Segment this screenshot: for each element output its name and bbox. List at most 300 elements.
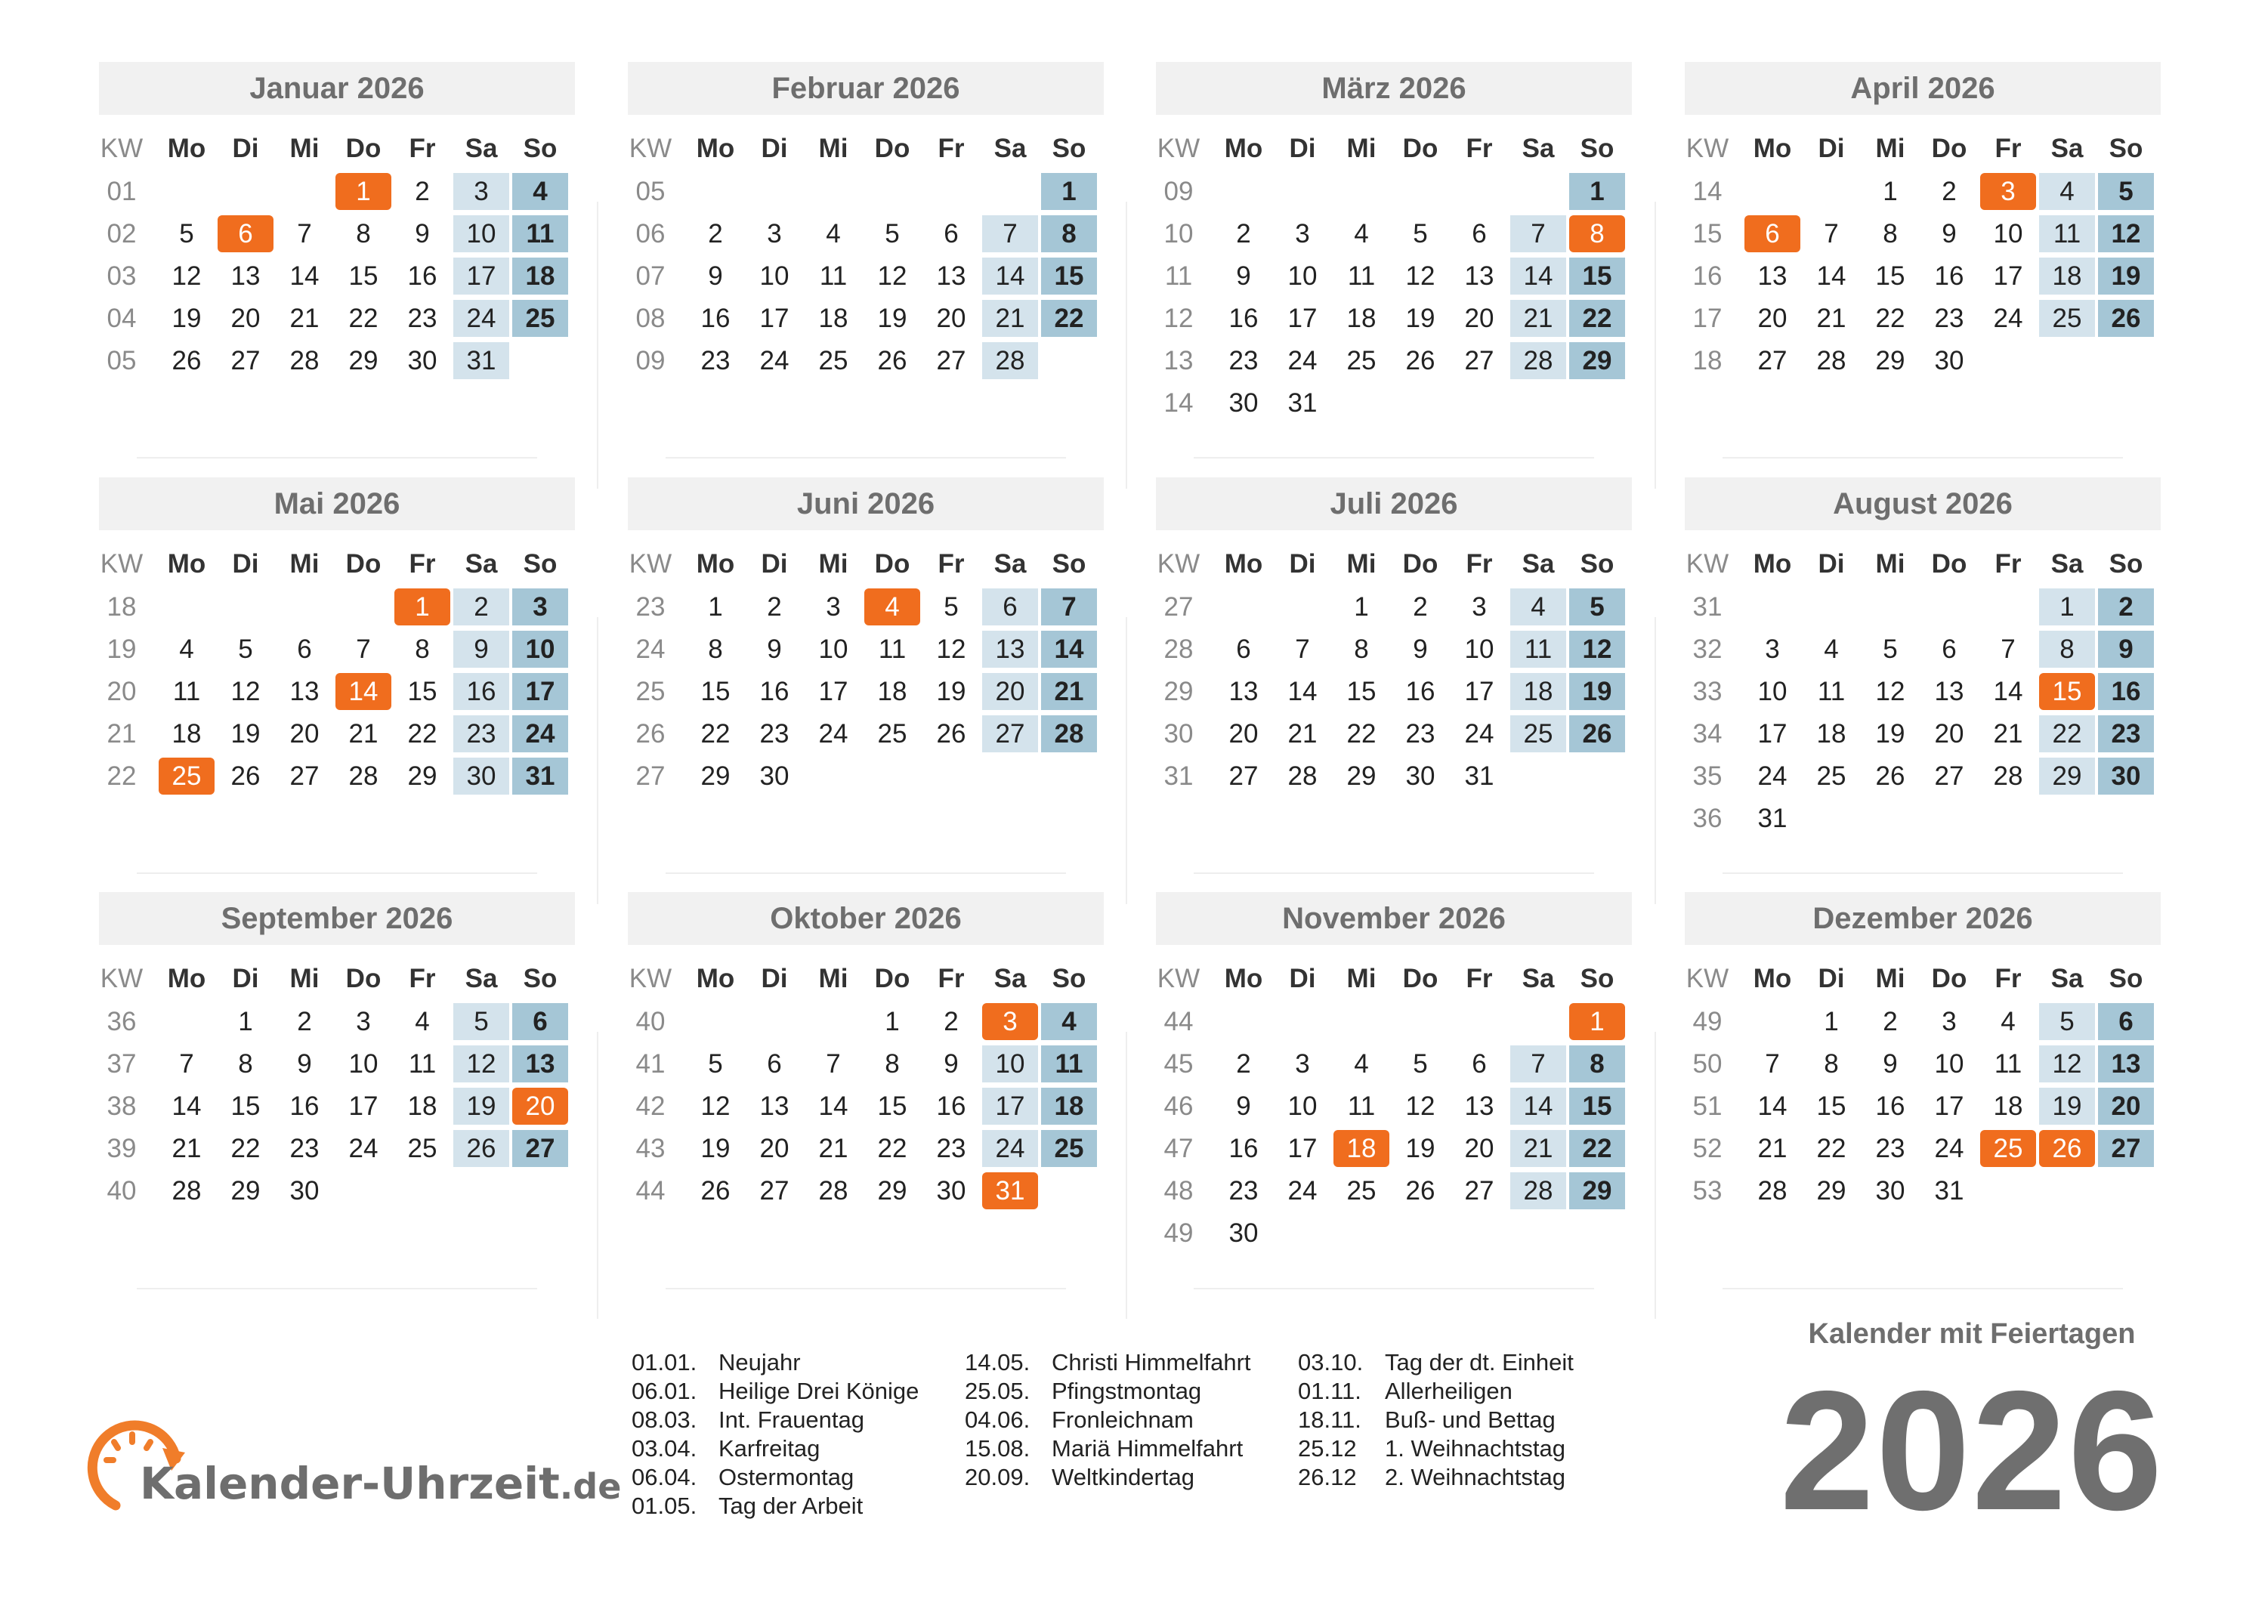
day-cell-saturday: 13 — [982, 631, 1038, 668]
holiday-row — [1298, 1406, 1630, 1434]
day-cell-saturday: 6 — [982, 588, 1038, 625]
logo-name: Kalender-Uhrzeit — [140, 1458, 560, 1509]
day-cell: 25 — [407, 1134, 437, 1163]
week-number: 22 — [107, 761, 137, 791]
day-cell: 31 — [1287, 388, 1318, 418]
month-title: Mai 2026 — [99, 477, 575, 530]
week-number: 35 — [1692, 761, 1723, 791]
day-cell-saturday: 25 — [1510, 715, 1566, 752]
day-cell-holiday: 1 — [1569, 1003, 1625, 1040]
holiday-name: Heilige Drei Könige — [718, 1378, 919, 1404]
week-number: 16 — [1692, 261, 1723, 291]
day-cell: 3 — [356, 1007, 371, 1036]
day-cell: 13 — [1464, 261, 1494, 291]
month-block — [628, 892, 1104, 1263]
weekday-header: Sa — [465, 964, 498, 993]
week-number: 44 — [635, 1176, 666, 1206]
day-cell: 19 — [700, 1134, 731, 1163]
month-days-grid — [99, 530, 575, 848]
day-cell: 15 — [700, 677, 731, 706]
day-cell-sunday: 27 — [2098, 1130, 2154, 1167]
holiday-row — [632, 1406, 964, 1434]
holiday-date: 06.01. — [632, 1378, 697, 1404]
day-cell: 7 — [356, 634, 371, 664]
day-cell: 2 — [1883, 1007, 1898, 1036]
day-cell-sunday: 11 — [512, 215, 568, 252]
column-divider — [1126, 617, 1127, 904]
weekday-header: Di — [232, 549, 259, 579]
day-cell-holiday: 25 — [159, 758, 215, 795]
weekday-header: Fr — [1466, 549, 1493, 579]
day-cell: 26 — [171, 346, 202, 375]
kw-header: KW — [100, 549, 144, 579]
day-cell-holiday: 1 — [335, 173, 391, 210]
week-number: 45 — [1163, 1049, 1194, 1079]
week-number: 23 — [635, 592, 666, 622]
row-divider — [666, 872, 1066, 874]
day-cell-saturday: 27 — [982, 715, 1038, 752]
week-number: 33 — [1692, 677, 1723, 706]
day-cell-sunday: 24 — [512, 715, 568, 752]
row-divider — [666, 457, 1066, 458]
weekday-header: Mo — [1224, 134, 1263, 163]
weekday-header: Mo — [167, 964, 206, 993]
month-block — [99, 892, 575, 1263]
week-number: 36 — [1692, 804, 1723, 833]
weekday-header: Fr — [1995, 964, 2022, 993]
day-cell: 17 — [348, 1091, 379, 1121]
week-number: 27 — [635, 761, 666, 791]
day-cell: 16 — [1228, 1134, 1259, 1163]
day-cell-saturday: 19 — [453, 1088, 509, 1125]
week-number: 17 — [1692, 304, 1723, 333]
day-cell: 21 — [1287, 719, 1318, 749]
holiday-row — [632, 1492, 964, 1521]
day-cell-saturday: 30 — [453, 758, 509, 795]
day-cell: 31 — [1464, 761, 1494, 791]
day-cell: 27 — [1228, 761, 1259, 791]
month-title: Dezember 2026 — [1685, 892, 2161, 945]
day-cell: 13 — [759, 1091, 789, 1121]
day-cell: 10 — [1934, 1049, 1964, 1079]
day-cell: 29 — [700, 761, 731, 791]
day-cell: 11 — [172, 677, 201, 706]
column-divider — [1126, 1032, 1127, 1319]
week-number: 18 — [107, 592, 137, 622]
day-cell: 18 — [1993, 1091, 2023, 1121]
day-cell: 15 — [1346, 677, 1377, 706]
weekday-header: Mi — [289, 549, 320, 579]
week-number: 04 — [107, 304, 137, 333]
day-cell: 21 — [348, 719, 379, 749]
day-cell-saturday: 18 — [2039, 258, 2095, 295]
weekday-header: Sa — [465, 549, 498, 579]
day-cell: 26 — [700, 1176, 731, 1206]
weekday-header: Mi — [1875, 964, 1905, 993]
day-cell-saturday: 31 — [453, 342, 509, 379]
weekday-header: Mi — [1346, 964, 1377, 993]
weekday-header: Do — [1931, 549, 1967, 579]
day-cell-holiday: 4 — [864, 588, 920, 625]
day-cell-saturday: 25 — [2039, 300, 2095, 337]
week-number: 36 — [107, 1007, 137, 1036]
holiday-name: Karfreitag — [718, 1435, 820, 1462]
logo-text — [140, 1458, 621, 1509]
holiday-row — [1298, 1463, 1630, 1492]
day-cell: 8 — [1883, 219, 1898, 249]
day-cell-holiday: 15 — [2039, 673, 2095, 710]
day-cell: 6 — [1472, 1049, 1487, 1079]
day-cell: 24 — [1287, 1176, 1318, 1206]
day-cell: 1 — [708, 592, 723, 622]
weekday-header: So — [1580, 964, 1614, 993]
brand-logo[interactable] — [87, 1420, 622, 1526]
day-cell: 4 — [2001, 1007, 2016, 1036]
day-cell: 15 — [1875, 261, 1905, 291]
weekday-header: Mi — [1875, 549, 1905, 579]
day-cell: 10 — [1464, 634, 1494, 664]
week-number: 21 — [107, 719, 137, 749]
day-cell: 28 — [1816, 346, 1846, 375]
week-number: 28 — [1163, 634, 1194, 664]
holiday-date: 25.05. — [965, 1378, 1030, 1404]
day-cell-sunday: 3 — [512, 588, 568, 625]
day-cell: 6 — [1472, 219, 1487, 249]
day-cell: 20 — [1464, 304, 1494, 333]
month-title: Februar 2026 — [628, 62, 1104, 115]
weekday-header: So — [2109, 134, 2143, 163]
week-number: 14 — [1692, 177, 1723, 206]
day-cell: 6 — [944, 219, 959, 249]
day-cell: 19 — [171, 304, 202, 333]
day-cell: 21 — [289, 304, 320, 333]
day-cell: 10 — [1993, 219, 2023, 249]
weekday-header: Mi — [818, 549, 848, 579]
month-block — [1156, 892, 1632, 1263]
day-cell: 3 — [1472, 592, 1487, 622]
week-number: 52 — [1692, 1134, 1723, 1163]
day-cell-saturday: 9 — [453, 631, 509, 668]
day-cell-sunday: 25 — [512, 300, 568, 337]
day-cell: 1 — [1883, 177, 1898, 206]
weekday-header: Do — [1402, 549, 1438, 579]
day-cell: 13 — [230, 261, 261, 291]
day-cell: 4 — [179, 634, 194, 664]
day-cell-sunday: 6 — [2098, 1003, 2154, 1040]
day-cell: 12 — [700, 1091, 731, 1121]
day-cell: 5 — [238, 634, 253, 664]
week-number: 51 — [1692, 1091, 1723, 1121]
day-cell: 12 — [1875, 677, 1905, 706]
weekday-header: Sa — [1522, 964, 1555, 993]
weekday-header: Mi — [818, 964, 848, 993]
month-block — [1685, 62, 2161, 433]
week-number: 48 — [1163, 1176, 1194, 1206]
day-cell: 16 — [1934, 261, 1964, 291]
day-cell: 2 — [708, 219, 723, 249]
week-number: 18 — [1692, 346, 1723, 375]
holiday-name: Ostermontag — [718, 1464, 854, 1490]
day-cell-saturday: 10 — [453, 215, 509, 252]
day-cell: 9 — [1413, 634, 1428, 664]
week-number: 43 — [635, 1134, 666, 1163]
day-cell-holiday: 31 — [982, 1172, 1038, 1209]
kw-header: KW — [100, 134, 144, 163]
kw-header: KW — [1686, 964, 1729, 993]
week-number: 08 — [635, 304, 666, 333]
day-cell-saturday: 29 — [2039, 758, 2095, 795]
day-cell: 4 — [826, 219, 841, 249]
day-cell: 30 — [1228, 388, 1259, 418]
day-cell: 5 — [944, 592, 959, 622]
weekday-header: Do — [345, 964, 382, 993]
weekday-header: So — [1052, 964, 1086, 993]
day-cell: 30 — [759, 761, 789, 791]
day-cell: 14 — [171, 1091, 202, 1121]
weekday-header: So — [2109, 964, 2143, 993]
weekday-header: Di — [761, 549, 788, 579]
day-cell-sunday: 10 — [512, 631, 568, 668]
day-cell: 2 — [415, 177, 430, 206]
day-cell: 17 — [818, 677, 848, 706]
day-cell-sunday: 11 — [1041, 1045, 1097, 1082]
day-cell: 22 — [700, 719, 731, 749]
week-number: 27 — [1163, 592, 1194, 622]
weekday-header: Fr — [1466, 964, 1493, 993]
day-cell: 15 — [348, 261, 379, 291]
day-cell-sunday: 31 — [512, 758, 568, 795]
day-cell: 23 — [1228, 1176, 1259, 1206]
day-cell-saturday: 3 — [453, 173, 509, 210]
day-cell: 16 — [407, 261, 437, 291]
day-cell: 29 — [1816, 1176, 1846, 1206]
day-cell-saturday: 7 — [1510, 215, 1566, 252]
day-cell: 13 — [1464, 1091, 1494, 1121]
weekday-header: Mi — [818, 134, 848, 163]
day-cell-saturday: 11 — [2039, 215, 2095, 252]
day-cell: 5 — [885, 219, 900, 249]
holiday-name: Buß- und Bettag — [1385, 1406, 1556, 1433]
day-cell-sunday: 12 — [1569, 631, 1625, 668]
day-cell: 25 — [1346, 1176, 1377, 1206]
day-cell: 20 — [289, 719, 320, 749]
month-title: September 2026 — [99, 892, 575, 945]
month-days-grid — [628, 945, 1104, 1263]
holiday-name: Tag der dt. Einheit — [1385, 1349, 1574, 1375]
day-cell: 19 — [1405, 1134, 1435, 1163]
day-cell: 8 — [238, 1049, 253, 1079]
day-cell: 12 — [230, 677, 261, 706]
day-cell: 12 — [1405, 1091, 1435, 1121]
week-number: 12 — [1163, 304, 1194, 333]
day-cell: 3 — [1765, 634, 1780, 664]
weekday-header: Mi — [1346, 549, 1377, 579]
day-cell: 5 — [1413, 1049, 1428, 1079]
day-cell: 28 — [348, 761, 379, 791]
day-cell: 31 — [1934, 1176, 1964, 1206]
week-number: 41 — [635, 1049, 666, 1079]
column-divider — [1126, 202, 1127, 489]
day-cell: 24 — [1287, 346, 1318, 375]
day-cell: 12 — [936, 634, 966, 664]
day-cell: 2 — [1413, 592, 1428, 622]
week-number: 09 — [1163, 177, 1194, 206]
day-cell: 30 — [1228, 1218, 1259, 1248]
day-cell: 14 — [818, 1091, 848, 1121]
day-cell: 18 — [877, 677, 907, 706]
day-cell: 24 — [1993, 304, 2023, 333]
weekday-header: Di — [232, 964, 259, 993]
row-divider — [137, 1288, 537, 1289]
day-cell-saturday: 1 — [2039, 588, 2095, 625]
holiday-date: 15.08. — [965, 1435, 1030, 1462]
day-cell: 6 — [1236, 634, 1251, 664]
holiday-date: 08.03. — [632, 1406, 697, 1433]
day-cell-sunday: 18 — [1041, 1088, 1097, 1125]
day-cell: 21 — [1816, 304, 1846, 333]
holiday-name: Allerheiligen — [1385, 1378, 1513, 1404]
day-cell: 5 — [708, 1049, 723, 1079]
day-cell: 21 — [1757, 1134, 1788, 1163]
weekday-header: Mo — [1753, 134, 1792, 163]
day-cell: 5 — [1883, 634, 1898, 664]
day-cell: 7 — [1824, 219, 1839, 249]
row-divider — [137, 872, 537, 874]
day-cell: 2 — [1236, 219, 1251, 249]
day-cell: 20 — [1228, 719, 1259, 749]
day-cell: 5 — [179, 219, 194, 249]
day-cell: 24 — [1464, 719, 1494, 749]
day-cell: 11 — [878, 634, 907, 664]
day-cell-saturday: 18 — [1510, 673, 1566, 710]
day-cell: 22 — [407, 719, 437, 749]
day-cell-holiday: 26 — [2039, 1130, 2095, 1167]
week-number: 37 — [107, 1049, 137, 1079]
day-cell: 29 — [407, 761, 437, 791]
day-cell: 16 — [1228, 304, 1259, 333]
day-cell: 14 — [1993, 677, 2023, 706]
month-days-grid — [1156, 945, 1632, 1263]
day-cell: 3 — [767, 219, 782, 249]
holiday-name: Fronleichnam — [1052, 1406, 1194, 1433]
kw-header: KW — [100, 964, 144, 993]
weekday-header: Mo — [696, 964, 735, 993]
weekday-header: Mi — [289, 134, 320, 163]
week-number: 49 — [1163, 1218, 1194, 1248]
weekday-header: Sa — [2050, 549, 2084, 579]
weekday-header: Fr — [938, 134, 965, 163]
day-cell: 17 — [1287, 1134, 1318, 1163]
week-number: 07 — [635, 261, 666, 291]
day-cell: 10 — [348, 1049, 379, 1079]
kw-header: KW — [629, 134, 672, 163]
week-number: 11 — [1164, 261, 1193, 291]
day-cell: 22 — [877, 1134, 907, 1163]
month-title: November 2026 — [1156, 892, 1632, 945]
row-divider — [1194, 872, 1594, 874]
day-cell: 3 — [1942, 1007, 1957, 1036]
holiday-name: Pfingstmontag — [1052, 1378, 1202, 1404]
weekday-header: Sa — [993, 549, 1027, 579]
holiday-date: 20.09. — [965, 1464, 1030, 1490]
row-divider — [1723, 872, 2123, 874]
day-cell: 28 — [289, 346, 320, 375]
day-cell-saturday: 24 — [982, 1130, 1038, 1167]
weekday-header: Do — [1931, 134, 1967, 163]
day-cell: 17 — [759, 304, 789, 333]
day-cell: 8 — [415, 634, 430, 664]
week-number: 06 — [635, 219, 666, 249]
day-cell-saturday: 22 — [2039, 715, 2095, 752]
month-block — [1156, 62, 1632, 433]
weekday-header: Mo — [1753, 549, 1792, 579]
day-cell: 11 — [819, 261, 848, 291]
day-cell: 23 — [1228, 346, 1259, 375]
holiday-row — [965, 1377, 1297, 1406]
month-title: Juli 2026 — [1156, 477, 1632, 530]
day-cell-saturday: 14 — [982, 258, 1038, 295]
holiday-date: 04.06. — [965, 1406, 1030, 1433]
holiday-date: 03.10. — [1298, 1349, 1364, 1375]
weekday-header: Sa — [993, 964, 1027, 993]
day-cell: 12 — [171, 261, 202, 291]
month-block — [628, 62, 1104, 433]
row-divider — [1723, 457, 2123, 458]
week-number: 26 — [635, 719, 666, 749]
weekday-header: Mi — [289, 964, 320, 993]
holiday-row — [965, 1406, 1297, 1434]
day-cell: 20 — [1464, 1134, 1494, 1163]
day-cell-sunday: 8 — [1041, 215, 1097, 252]
day-cell: 9 — [1236, 1091, 1251, 1121]
month-block — [628, 477, 1104, 848]
weekday-header: Mo — [167, 549, 206, 579]
day-cell: 14 — [1287, 677, 1318, 706]
day-cell-saturday: 12 — [2039, 1045, 2095, 1082]
week-number: 53 — [1692, 1176, 1723, 1206]
day-cell: 10 — [759, 261, 789, 291]
week-number: 47 — [1163, 1134, 1194, 1163]
day-cell: 27 — [289, 761, 320, 791]
day-cell-sunday: 21 — [1041, 673, 1097, 710]
weekday-header: Di — [1818, 134, 1845, 163]
holiday-name: Int. Frauentag — [718, 1406, 865, 1433]
weekday-header: Di — [1818, 549, 1845, 579]
day-cell: 19 — [1405, 304, 1435, 333]
day-cell-sunday: 15 — [1041, 258, 1097, 295]
day-cell: 16 — [289, 1091, 320, 1121]
year-display: 2026 — [1779, 1355, 2164, 1545]
day-cell: 25 — [877, 719, 907, 749]
month-days-grid — [628, 115, 1104, 433]
day-cell: 8 — [1824, 1049, 1839, 1079]
day-cell: 1 — [1824, 1007, 1839, 1036]
day-cell: 26 — [877, 346, 907, 375]
day-cell: 23 — [1405, 719, 1435, 749]
week-number: 03 — [107, 261, 137, 291]
day-cell: 26 — [1405, 1176, 1435, 1206]
weekday-header: Do — [874, 964, 910, 993]
day-cell: 6 — [297, 634, 312, 664]
day-cell-holiday: 3 — [982, 1003, 1038, 1040]
weekday-header: Mo — [696, 549, 735, 579]
day-cell-saturday: 17 — [453, 258, 509, 295]
calendar-subtitle: Kalender mit Feiertagen — [1808, 1318, 2136, 1350]
day-cell: 12 — [877, 261, 907, 291]
weekday-header: Fr — [409, 134, 436, 163]
weekday-header: Do — [1402, 964, 1438, 993]
day-cell-sunday: 30 — [2098, 758, 2154, 795]
